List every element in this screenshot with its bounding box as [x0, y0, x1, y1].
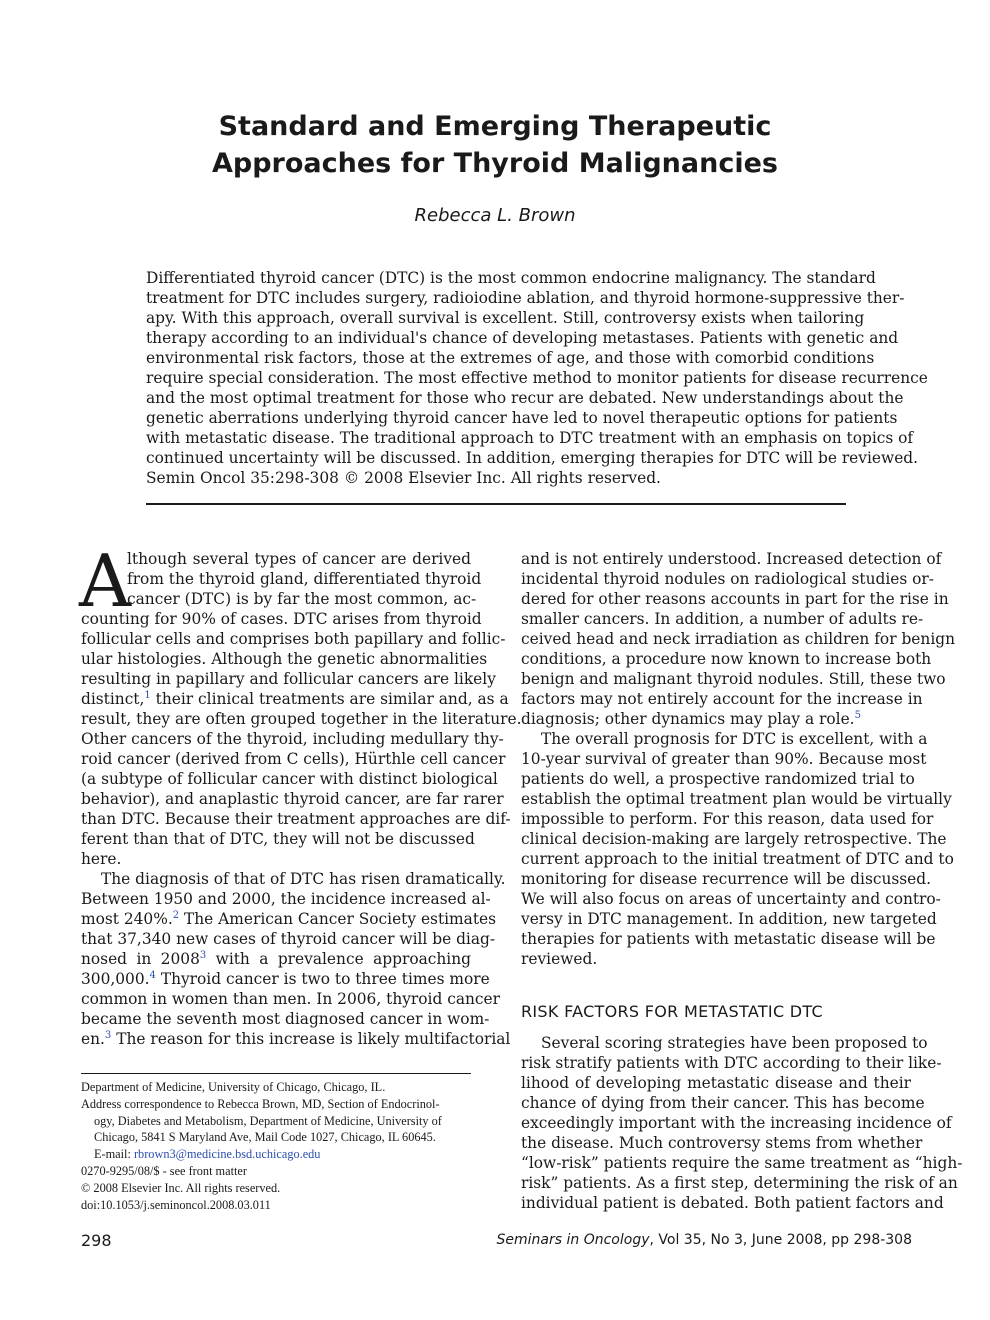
page-number: 298 — [81, 1231, 112, 1250]
body-line: incidental thyroid nodules on radiological studies or- — [521, 570, 934, 588]
body-line: patients do well, a prospective randomized trial to — [521, 770, 915, 788]
correspondence-line: ogy, Diabetes and Metabolism, Department of Medicine, University of — [94, 1113, 442, 1128]
body-line — [81, 689, 509, 709]
body-text: their clinical treatments are similar and, as a — [150, 690, 509, 708]
doi-line: doi:10.1053/j.seminoncol.2008.03.011 — [81, 1197, 271, 1212]
reference-link[interactable]: 3 — [104, 1030, 112, 1041]
body-line: reviewed. — [521, 950, 598, 968]
body-line: impossible to perform. For this reason, data used for — [521, 810, 934, 828]
body-line: lthough several types of cancer are derived — [127, 550, 471, 568]
abstract-line: treatment for DTC includes surgery, radioiodine ablation, and thyroid hormone-suppressive ther- — [146, 289, 905, 307]
abstract-citation-line: Semin Oncol 35:298-308 © 2008 Elsevier Inc. All rights reserved. — [146, 469, 661, 487]
body-line: Other cancers of the thyroid, including medullary thy- — [81, 730, 504, 748]
body-text: distinct, — [81, 690, 145, 708]
reference-link[interactable]: 5 — [854, 710, 861, 721]
body-line: conditions, a procedure now known to increase both — [521, 650, 932, 668]
body-column-right — [521, 549, 956, 969]
body-line: (a subtype of follicular cancer with distinct biological — [81, 770, 498, 788]
body-line: versy in DTC management. In addition, new targeted — [521, 910, 937, 928]
journal-details: , Vol 35, No 3, June 2008, pp 298-308 — [649, 1232, 912, 1248]
body-line: the disease. Much controversy stems from whether — [521, 1134, 923, 1152]
body-line: smaller cancers. In addition, a number of adults re- — [521, 610, 924, 628]
email-line — [81, 1146, 476, 1163]
abstract-line: therapy according to an individual's chance of developing metastases. Patients with genetic and — [146, 329, 899, 347]
body-line: cancer (DTC) is by far the most common, ac- — [127, 590, 477, 608]
body-line: counting for 90% of cases. DTC arises from thyroid — [81, 610, 482, 628]
body-line: current approach to the initial treatment of DTC and to — [521, 850, 954, 868]
body-line: benign and malignant thyroid nodules. Still, these two — [521, 670, 946, 688]
body-line: risk stratify patients with DTC according to their like- — [521, 1054, 942, 1072]
body-line: Between 1950 and 2000, the incidence increased al- — [81, 890, 491, 908]
body-line: lihood of developing metastatic disease and their — [521, 1074, 911, 1092]
body-line: individual patient is debated. Both patient factors and — [521, 1194, 944, 1212]
title-line-2: Approaches for Thyroid Malignancies — [212, 148, 778, 179]
body-line: We will also focus on areas of uncertainty and contro- — [521, 890, 941, 908]
body-line: establish the optimal treatment plan would be virtually — [521, 790, 952, 808]
body-line — [81, 1029, 511, 1049]
body-text: en. — [81, 1030, 105, 1048]
body-text: The American Cancer Society estimates — [179, 910, 497, 928]
drop-cap: A — [79, 539, 131, 623]
body-line — [81, 949, 471, 969]
body-text: with a prevalence approaching — [206, 950, 471, 968]
body-line: than DTC. Because their treatment approaches are dif- — [81, 810, 511, 828]
copyright-line: © 2008 Elsevier Inc. All rights reserved. — [81, 1180, 281, 1195]
footnote-divider — [81, 1073, 471, 1074]
body-line: monitoring for disease recurrence will be discussed. — [521, 870, 932, 888]
body-line: became the seventh most diagnosed cancer in wom- — [81, 1010, 490, 1028]
body-text: The reason for this increase is likely multifactorial — [111, 1030, 511, 1048]
body-line — [521, 709, 911, 729]
reference-link[interactable]: 2 — [172, 910, 180, 921]
body-line: therapies for patients with metastatic disease will be — [521, 930, 936, 948]
body-line: risk” patients. As a first step, determining the risk of an — [521, 1174, 958, 1192]
body-line: behavior), and anaplastic thyroid cancer, are far rarer — [81, 790, 504, 808]
section-heading: RISK FACTORS FOR METASTATIC DTC — [521, 1002, 824, 1021]
body-line: that 37,340 new cases of thyroid cancer will be diag- — [81, 930, 496, 948]
correspondence-line: Address correspondence to Rebecca Brown, MD, Section of Endocrinol- — [81, 1096, 440, 1111]
section-body — [521, 1033, 963, 1213]
body-line: factors may not entirely account for the increase in — [521, 690, 923, 708]
journal-citation — [497, 1232, 912, 1248]
body-line: from the thyroid gland, differentiated thyroid — [127, 570, 482, 588]
body-line: here. — [81, 850, 122, 868]
abstract-line: apy. With this approach, overall survival is excellent. Still, controversy exists when tailoring — [146, 309, 865, 327]
body-line: ceived head and neck irradiation as children for benign — [521, 630, 956, 648]
email-link[interactable]: rbrown3@medicine.bsd.uchicago.edu — [133, 1147, 321, 1162]
body-line: ular histologies. Although the genetic abnormalities — [81, 650, 488, 668]
reference-link[interactable]: 3 — [199, 950, 207, 961]
body-line: common in women than men. In 2006, thyroid cancer — [81, 990, 501, 1008]
correspondence-line: Chicago, 5841 S Maryland Ave, Mail Code 1027, Chicago, IL 60645. — [94, 1130, 436, 1145]
body-line: The overall prognosis for DTC is excellent, with a — [541, 730, 928, 748]
body-line: The diagnosis of that of DTC has risen dramatically. — [101, 870, 506, 888]
abstract-line: Differentiated thyroid cancer (DTC) is the most common endocrine malignancy. The standard — [146, 269, 876, 287]
abstract-line: genetic aberrations underlying thyroid cancer have led to novel therapeutic options for patients — [146, 409, 898, 427]
body-line — [81, 909, 497, 929]
body-text: Thyroid cancer is two to three times more — [155, 970, 490, 988]
title-line-1: Standard and Emerging Therapeutic — [218, 111, 772, 142]
body-line: ferent than that of DTC, they will not be discussed — [81, 830, 475, 848]
abstract-line: with metastatic disease. The traditional approach to DTC treatment with an emphasis on topics of — [146, 429, 914, 447]
body-text: nosed in 2008 — [81, 950, 200, 968]
body-line: result, they are often grouped together in the literature. — [81, 710, 522, 728]
body-text: 300,000. — [81, 970, 150, 988]
body-line: exceedingly important with the increasing incidence of — [521, 1114, 952, 1132]
article-title — [0, 108, 990, 182]
body-line: chance of dying from their cancer. This has become — [521, 1094, 925, 1112]
reference-link[interactable]: 4 — [149, 970, 156, 981]
body-line: 10-year survival of greater than 90%. Because most — [521, 750, 927, 768]
body-line: “low-risk” patients require the same treatment as “high- — [521, 1154, 963, 1172]
journal-name: Seminars in Oncology — [496, 1232, 650, 1248]
body-line: dered for other reasons accounts in part for the rise in — [521, 590, 949, 608]
body-line: Several scoring strategies have been proposed to — [541, 1034, 928, 1052]
abstract — [146, 268, 928, 488]
reference-link[interactable]: 1 — [144, 690, 151, 701]
body-line: follicular cells and comprises both papillary and follic- — [81, 630, 506, 648]
author-name: Rebecca L. Brown — [414, 205, 576, 226]
footnotes — [81, 1079, 476, 1213]
abstract-line: require special consideration. The most effective method to monitor patients for disease recurrence — [146, 369, 928, 387]
body-line: resulting in papillary and follicular cancers are likely — [81, 670, 496, 688]
issn-line: 0270-9295/08/$ - see front matter — [81, 1163, 247, 1178]
body-line — [81, 969, 490, 989]
email-label: E-mail: — [94, 1147, 134, 1162]
abstract-line: environmental risk factors, those at the extremes of age, and those with comorbid conditions — [146, 349, 875, 367]
body-text: most 240%. — [81, 910, 173, 928]
abstract-line: continued uncertainty will be discussed. In addition, emerging therapies for DTC will be reviewed. — [146, 449, 919, 467]
body-line: roid cancer (derived from C cells), Hürthle cell cancer — [81, 750, 506, 768]
body-line: and is not entirely understood. Increased detection of — [521, 550, 942, 568]
body-line: clinical decision-making are largely retrospective. The — [521, 830, 947, 848]
abstract-divider — [146, 503, 846, 505]
body-text: diagnosis; other dynamics may play a role. — [521, 710, 855, 728]
body-column-left — [79, 539, 522, 1049]
abstract-line: and the most optimal treatment for those who recur are debated. New understandings about the — [146, 389, 904, 407]
affiliation: Department of Medicine, University of Chicago, Chicago, IL. — [81, 1080, 386, 1094]
